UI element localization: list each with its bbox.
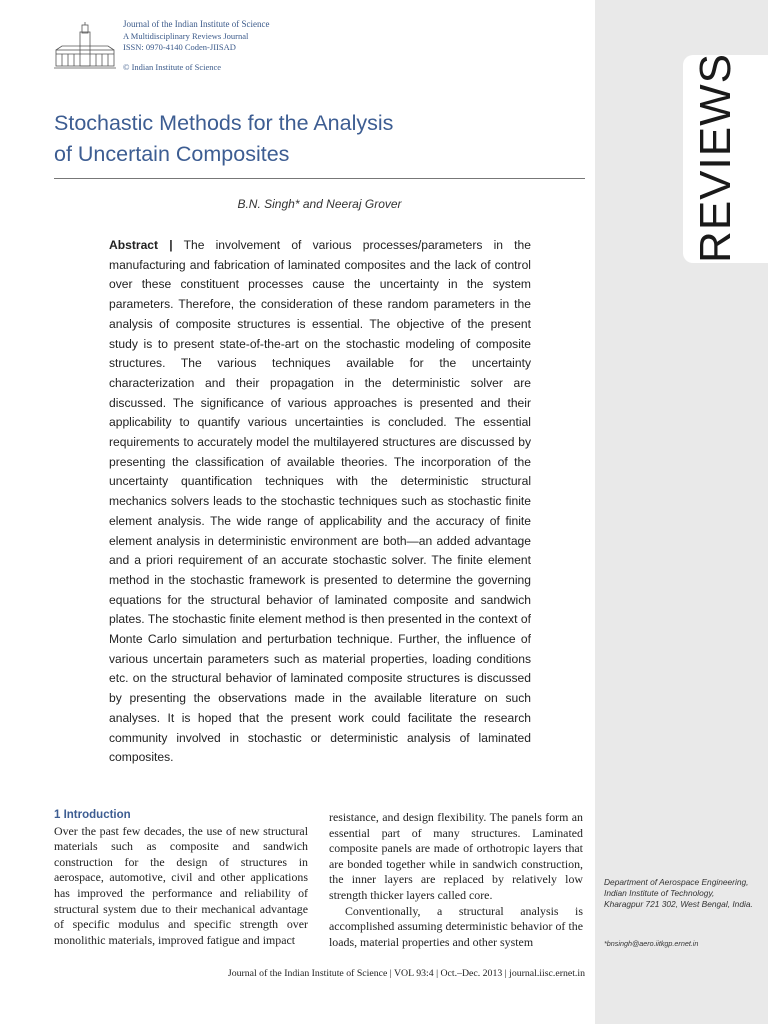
column-right (329, 810, 583, 950)
authors: B.N. Singh* and Neeraj Grover (237, 197, 402, 211)
page-footer: Journal of the Indian Institute of Science | VOL 93:4 | Oct.–Dec. 2013 | journal.iisc.ernet.in (227, 968, 585, 979)
section-heading: 1 Introduction (54, 809, 131, 821)
column-left (54, 808, 308, 948)
author-email: *bnsingh@aero.iitkgp.ernet.in (604, 939, 699, 948)
affiliation: Department of Aerospace Engineering, Indian Institute of Technology, Kharagpur 721 302, West Bengal, India. (604, 877, 753, 909)
paragraph-1: resistance, and design flexibility. The panels form an essential part of many structures. Laminated composite panels are made of orthotropic layers that are bonded together while in sandwich construction, the inner layers are replaced by relatively low strength thicker layers called core. (329, 810, 583, 902)
journal-copyright: © Indian Institute of Science (123, 61, 222, 72)
journal-header (123, 19, 269, 73)
paragraph-2: Conventionally, a structural analysis is accomplished assuming deterministic behavior of the loads, material properties and other system (329, 903, 583, 949)
article-title (54, 108, 574, 170)
journal-subtitle: A Multidisciplinary Reviews Journal (123, 30, 249, 41)
title-line-2: of Uncertain Composites (54, 142, 290, 166)
institute-building-icon (54, 22, 116, 70)
intro-paragraph: Over the past few decades, the use of new structural materials such as composite and sandwich construction for the design of structures in aerospace, automotive, civil and other applications has improved the performance and reliability of structural system due to their mechanical advantage of specific modulus and specific strength over monolithic materials, improved fatigue and impact (54, 823, 308, 947)
abstract (109, 236, 531, 768)
journal-issn: ISSN: 0970-4140 Coden-JIISAD (123, 42, 236, 52)
abstract-label: Abstract | (109, 238, 173, 252)
abstract-text: The involvement of various processes/parameters in the manufacturing and fabrication of laminated composites and the lack of control over these constituent processes cause the uncertainty in the system parameters. Therefore, the consideration of these random parameters in the analysis of composite structures is essential. The objective of the present study is to present state-of-the-art on the stochastic modeling of composite structures. The various techniques available for the uncertainty characterization and their propagation in the deterministic solver are discussed. The significance of various approaches is presented and their applicability to quantify various uncertainties is concluded. The essential requirements to accurately model the multilayered structures are discussed by presenting the classification of available theories. The incorporation of the uncertainty quantification techniques with the deterministic structural mechanics solvers leads to the stochastic techniques such as stochastic finite element analysis. The wide range of applicability and the accuracy of finite element analysis in deterministic environment are both—an added advantage and a priori requirement of an accurate stochastic solver. The finite element method in the stochastic framework is presented to determine the governing equations for the structural behavior of laminated composite and sandwich plates. The stochastic finite element method is then presented in the context of Monte Carlo simulation and perturbation technique. Further, the influence of various uncertain parameters such as material properties, loading conditions etc. on the structural behavior of laminated composite structures is discussed by presenting the observations made in the available literature on such analyses. It is hoped that the present work could facilitate the research community involved in stochastic or deterministic analysis of laminated composites. (109, 238, 531, 765)
section-tab-label: REVIEWS (691, 52, 741, 263)
title-divider (54, 178, 585, 179)
title-line-1: Stochastic Methods for the Analysis (54, 111, 394, 135)
section-tab-label-wrap (686, 52, 746, 263)
journal-name: Journal of the Indian Institute of Science (123, 19, 270, 29)
